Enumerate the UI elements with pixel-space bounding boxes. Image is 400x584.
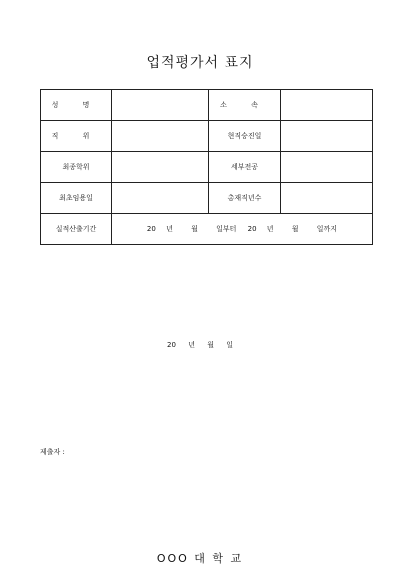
date-year-prefix: 20 (167, 341, 176, 349)
info-table (40, 89, 373, 245)
major-detail-label: 세부전공 (209, 152, 281, 183)
first-appointment-field[interactable] (112, 183, 209, 214)
table-row (41, 121, 373, 152)
table-row (41, 90, 373, 121)
period-year-unit-2: 년 (266, 225, 274, 233)
date-month-unit: 월 (207, 341, 214, 349)
affiliation-field[interactable] (281, 90, 373, 121)
total-service-years-label: 총재직년수 (209, 183, 281, 214)
promotion-date-label: 현직승진일 (209, 121, 281, 152)
total-service-years-field[interactable] (281, 183, 373, 214)
period-month-unit-2: 월 (291, 225, 299, 233)
period-year-prefix-2: 20 (247, 225, 257, 233)
date-day-unit: 일 (226, 341, 233, 349)
period-day-from: 일부터 (216, 225, 237, 233)
submitter-label: 제출자 : (40, 448, 65, 456)
period-field[interactable] (112, 214, 373, 245)
period-year-prefix: 20 (146, 225, 156, 233)
final-degree-field[interactable] (112, 152, 209, 183)
affiliation-label: 소 속 (209, 90, 281, 121)
period-label: 실적산출기간 (41, 214, 112, 245)
promotion-date-field[interactable] (281, 121, 373, 152)
period-year-unit: 년 (166, 225, 173, 233)
table-row (41, 214, 373, 245)
date-year-unit: 년 (188, 341, 195, 349)
position-label: 직 위 (41, 121, 112, 152)
position-field[interactable] (112, 121, 209, 152)
document-title: 업적평가서 표지 (146, 55, 254, 71)
name-label: 성 명 (41, 90, 112, 121)
table-row (41, 183, 373, 214)
period-month-unit: 월 (191, 225, 198, 233)
university-name: OOO 대 학 교 (156, 552, 244, 565)
major-detail-field[interactable] (281, 152, 373, 183)
first-appointment-label: 최초임용일 (41, 183, 112, 214)
table-row (41, 152, 373, 183)
name-field[interactable] (112, 90, 209, 121)
submission-date (0, 340, 400, 350)
period-day-until: 일까지 (316, 225, 338, 233)
final-degree-label: 최종학위 (41, 152, 112, 183)
